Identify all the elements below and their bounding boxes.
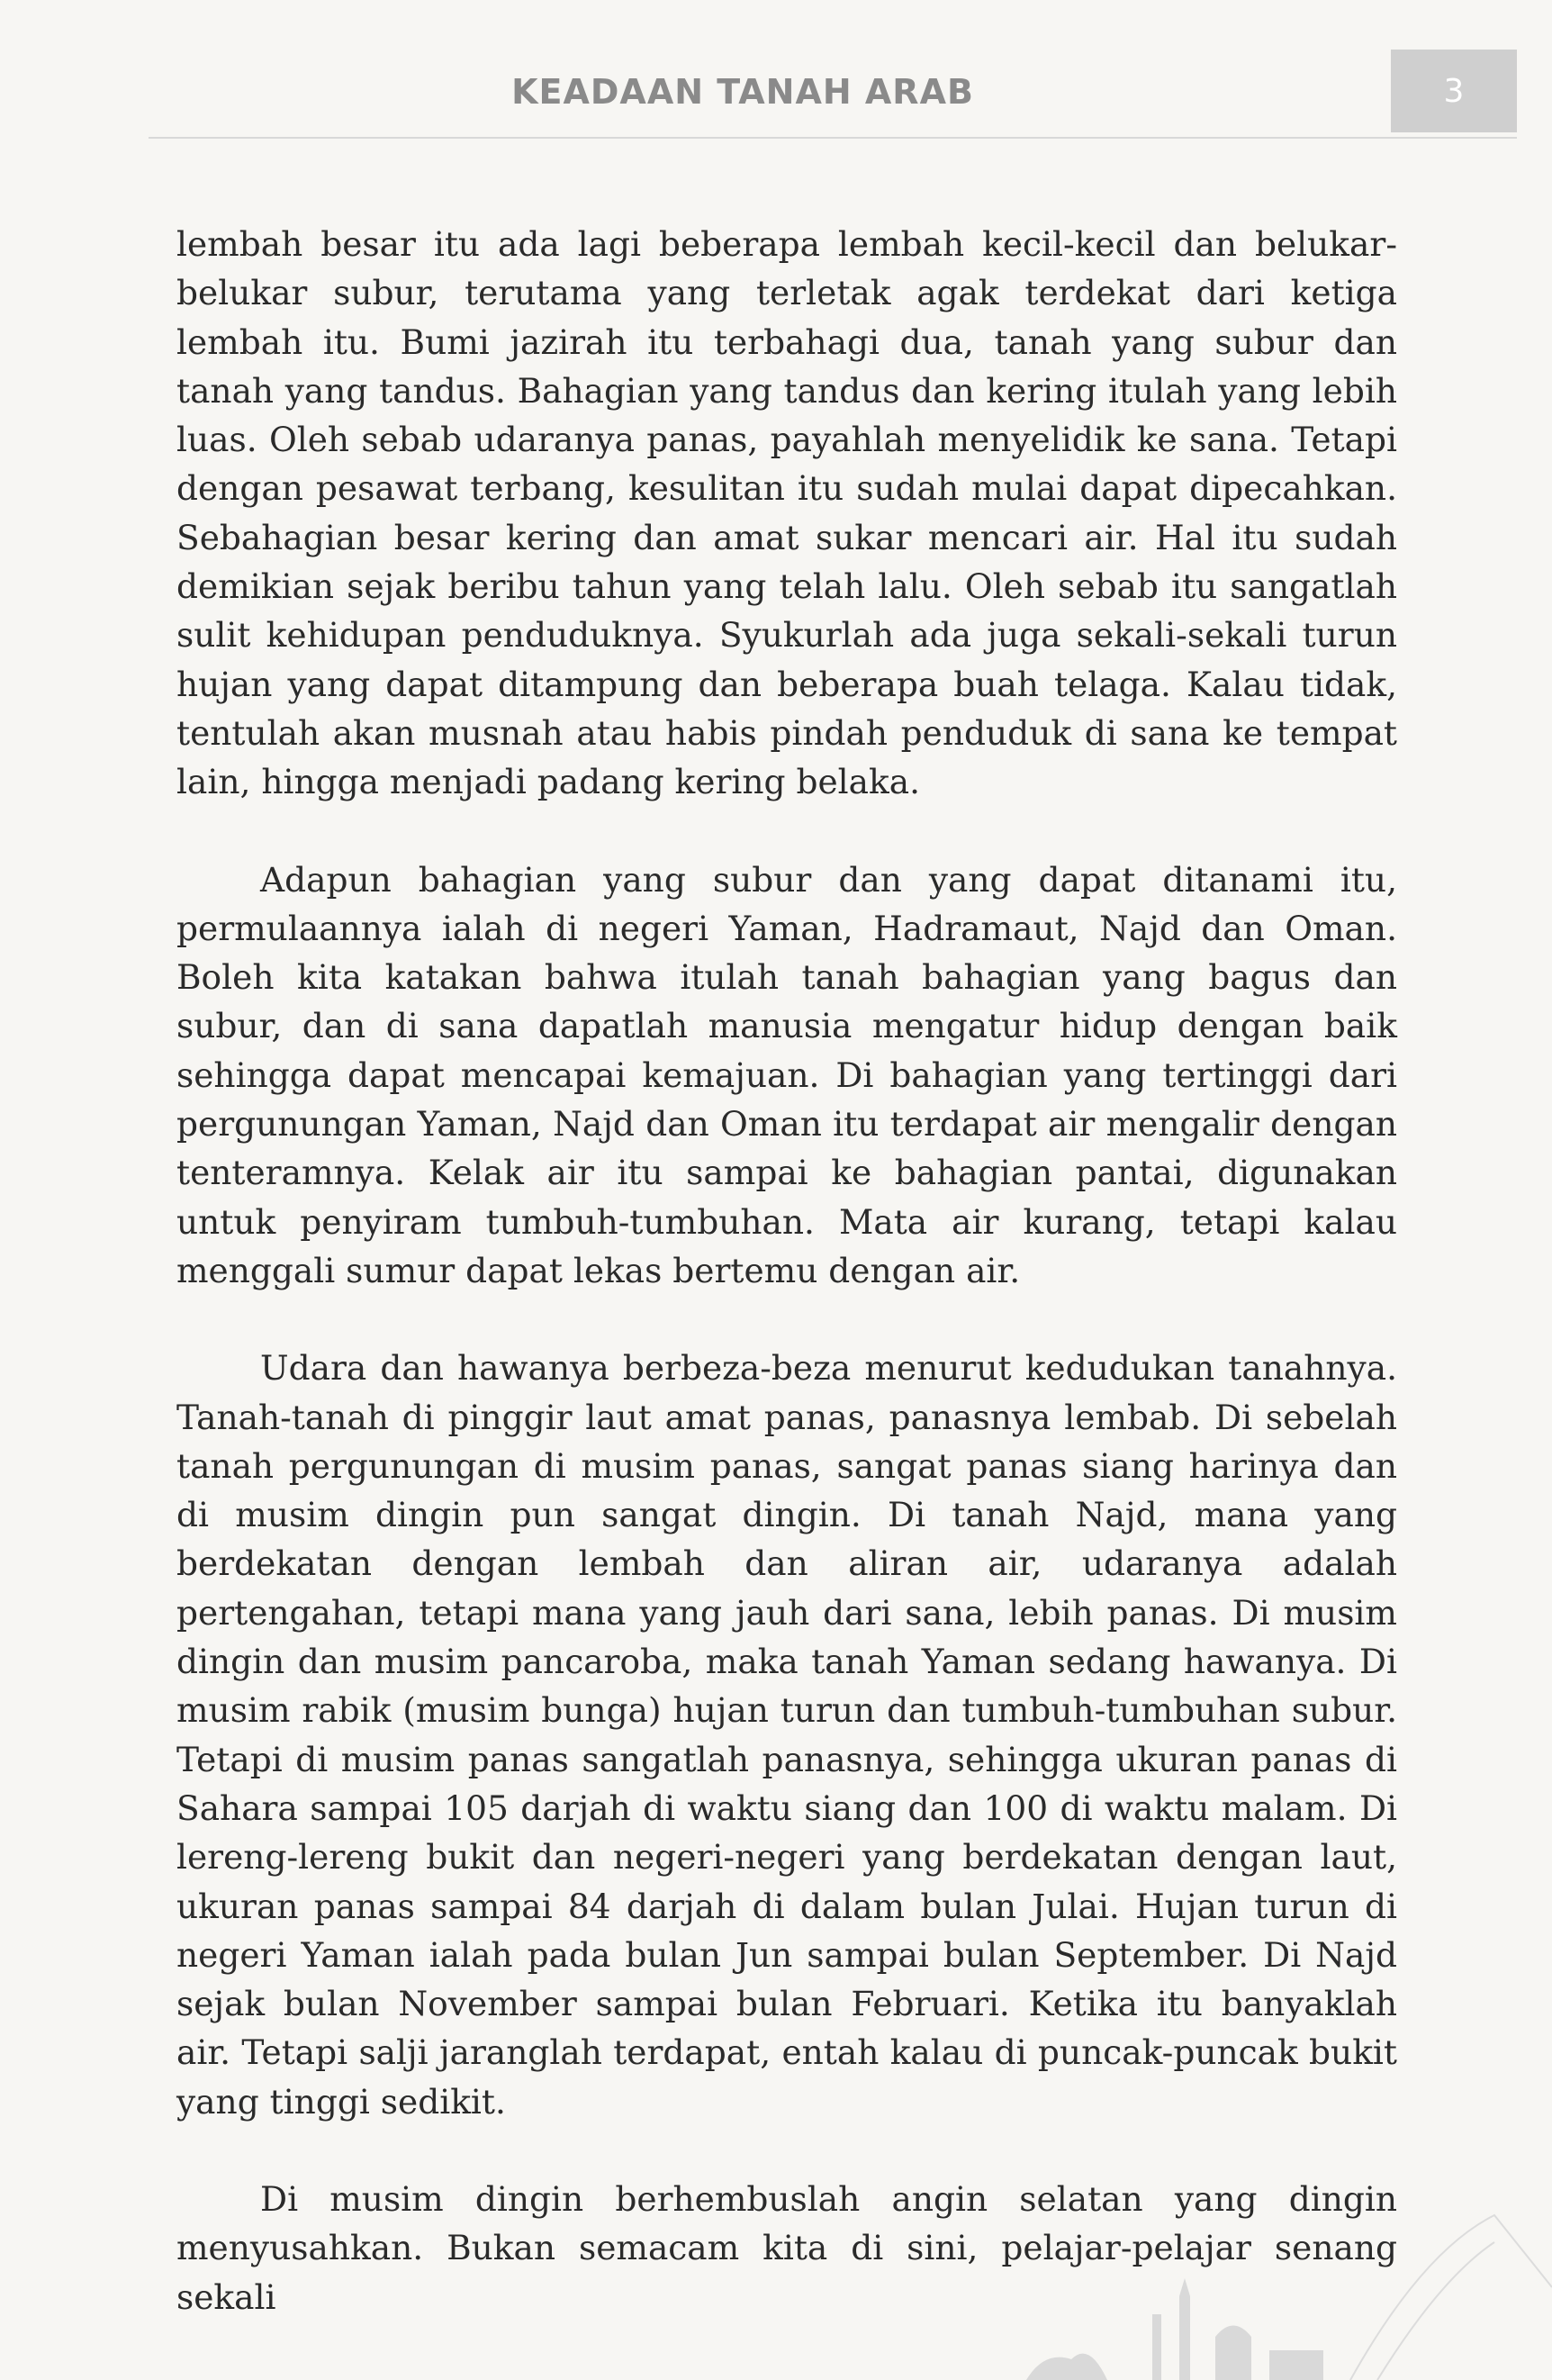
mosque-silhouette-decoration <box>990 2179 1552 2380</box>
paragraph-continued: lembah besar itu ada lagi beberapa lembah kecil-kecil dan belukar-belukar subur, terutama yang terletak agak terdekat dari ketiga lembah itu. Bumi jazirah itu terbahagi dua, tanah yang subur dan tanah yang tandus. Bahagian yang tandus dan kering itulah yang lebih luas. Oleh sebab udaranya panas, payahlah menyelidik ke sana. Tetapi dengan pesawat terbang, kesulitan itu sudah mulai dapat dipecahkan. Sebahagian besar kering dan amat sukar mencari air. Hal itu sudah demikian sejak beribu tahun yang telah lalu. Oleh sebab itu sangatlah sulit kehidupan penduduknya. Syukurlah ada juga sekali-sekali turun hujan yang dapat ditampung dan beberapa buah telaga. Kalau tidak, tentulah akan musnah atau habis pindah penduduk di sana ke tempat lain, hingga menjadi padang kering belaka. <box>176 224 1397 802</box>
paragraph-fertile-lands: Adapun bahagian yang subur dan yang dapat ditanami itu, permulaannya ialah di negeri Yaman, Hadramaut, Najd dan Oman. Boleh kita katakan bahwa itulah tanah bahagian yang bagus dan subur, dan di sana dapatlah manusia mengatur hidup dengan baik sehingga dapat mencapai kemajuan. Di bahagian yang tertinggi dari pergunungan Yaman, Najd dan Oman itu terdapat air mengalir dengan tenteramnya. Kelak air itu sampai ke bahagian pantai, digunakan untuk penyiram tumbuh-tumbuhan. Mata air kurang, tetapi kalau menggali sumur dapat lekas bertemu dengan air. <box>176 859 1397 1290</box>
paragraph-winter-wind: Di musim dingin berhembuslah angin selatan yang dingin menyusahkan. Bukan semacam kita di sini, pelajar-pelajar senang sekali <box>176 2178 1397 2317</box>
page-number: 3 <box>1443 72 1465 110</box>
chapter-title: KEADAAN TANAH ARAB <box>511 72 974 112</box>
page-number-tab <box>1391 50 1517 132</box>
body-text <box>176 220 1397 2321</box>
header-divider <box>149 137 1517 139</box>
paragraph-climate: Udara dan hawanya berbeza-beza menurut kedudukan tanahnya. Tanah-tanah di pinggir laut amat panas, panasnya lembab. Di sebelah tanah pergunungan di musim panas, sangat panas siang harinya dan di musim dingin pun sangat dingin. Di tanah Najd, mana yang berdekatan dengan lembah dan aliran air, udaranya adalah pertengahan, tetapi mana yang jauh dari sana, lebih panas. Di musim dingin dan musim pancaroba, maka tanah Yaman sedang hawanya. Di musim rabik (musim bunga) hujan turun dan tumbuh-tumbuhan subur. Tetapi di musim panas sangatlah panasnya, sehingga ukuran panas di Sahara sampai 105 darjah di waktu siang dan 100 di waktu malam. Di lereng-lereng bukit dan negeri-negeri yang berdekatan dengan laut, ukuran panas sampai 84 darjah di dalam bulan Julai. Hujan turun di negeri Yaman ialah pada bulan Jun sampai bulan September. Di Najd sejak bulan November sampai bulan Februari. Ketika itu banyaklah air. Tetapi salji jaranglah terdapat, entah kalau di puncak-puncak bukit yang tinggi sedikit. <box>176 1348 1397 2122</box>
